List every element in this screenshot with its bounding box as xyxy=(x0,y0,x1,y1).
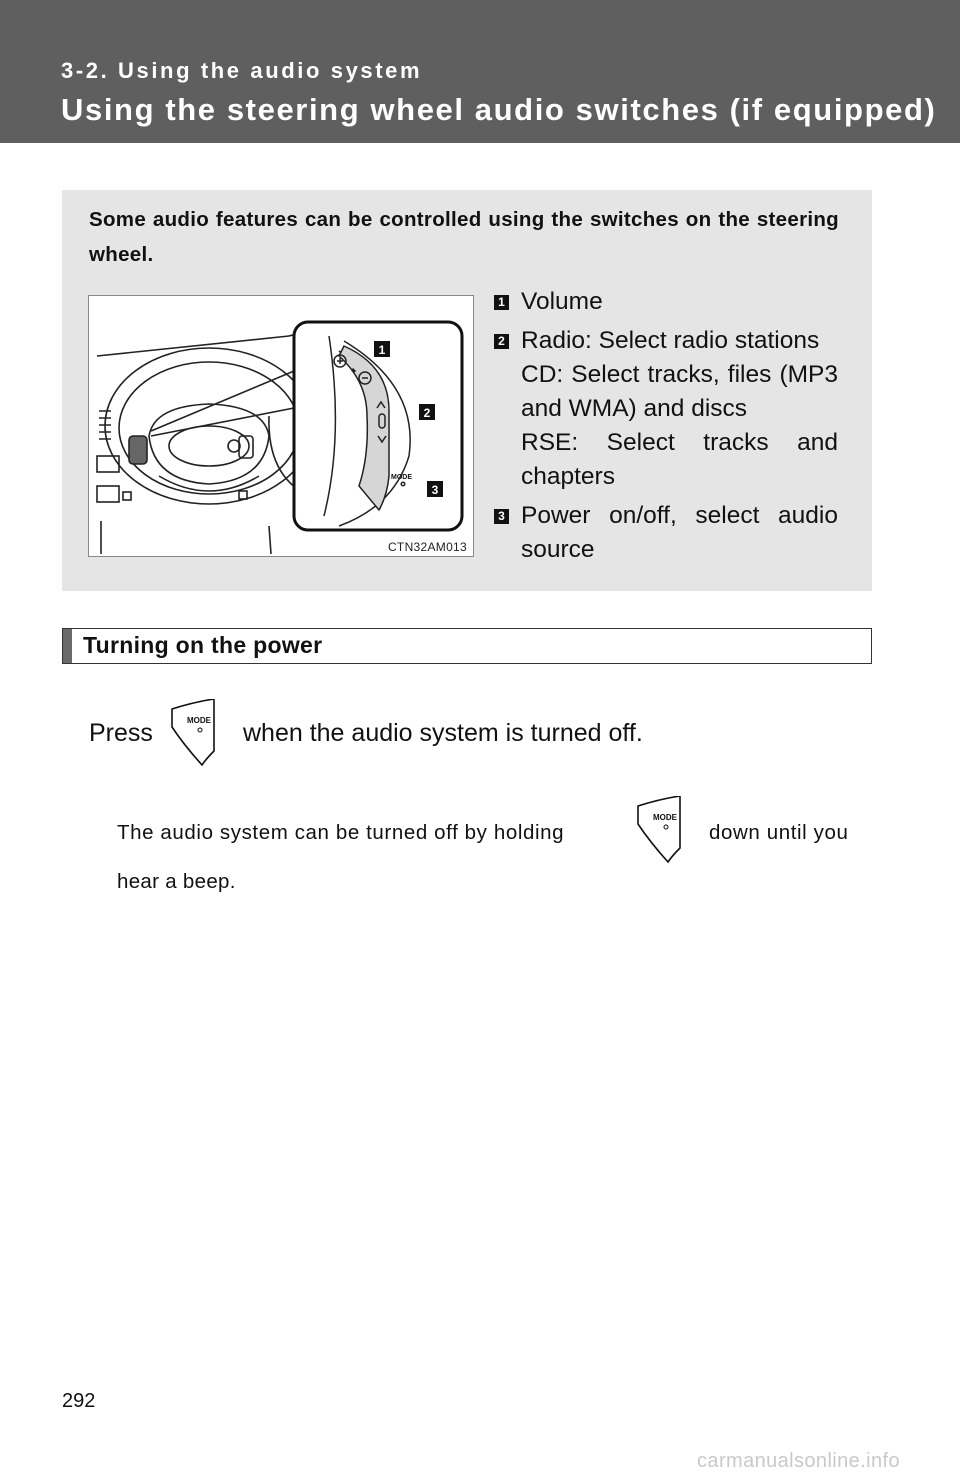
callout-1: 1 xyxy=(378,343,386,357)
page-header xyxy=(0,0,960,143)
mode-icon-small-label: MODE xyxy=(653,813,677,822)
heading-text: Turning on the power xyxy=(83,632,323,658)
steering-wheel-figure xyxy=(88,295,474,557)
callout-3: 3 xyxy=(431,483,439,497)
section-label: 3-2. Using the audio system xyxy=(61,58,423,83)
note-text-line2: hear a beep. xyxy=(117,870,236,893)
legend-text-3: Power on/off, select audio source xyxy=(521,502,838,563)
legend-item-volume xyxy=(493,285,838,319)
steering-wheel-illustration xyxy=(89,296,473,556)
heading-bar xyxy=(63,629,72,663)
legend-badge-1: 1 xyxy=(494,295,509,310)
note-text-after: down until you xyxy=(709,821,849,844)
intro-box xyxy=(62,190,872,591)
inset-mode-label: MODE xyxy=(391,474,412,481)
legend-text-2-cd: CD: Select tracks, files (MP3 and WMA) and discs xyxy=(521,361,838,422)
mode-button-icon-small xyxy=(634,796,684,864)
page-title: Using the steering wheel audio switches (if equipped) xyxy=(61,92,937,127)
legend-badge-3: 3 xyxy=(494,509,509,524)
section-heading xyxy=(62,628,872,664)
press-text-before: Press xyxy=(89,719,153,747)
legend xyxy=(493,285,838,572)
page-number: 292 xyxy=(62,1390,96,1412)
watermark: carmanualsonline.info xyxy=(697,1450,900,1472)
legend-item-power xyxy=(493,499,838,567)
mode-icon-label: MODE xyxy=(187,716,211,725)
figure-code: CTN32AM013 xyxy=(387,540,467,554)
legend-badge-2: 2 xyxy=(494,334,509,349)
legend-item-radio xyxy=(493,324,838,494)
mode-button-icon xyxy=(168,699,218,767)
legend-text-2: Radio: Select radio stations xyxy=(521,327,820,354)
note-text-before: The audio system can be turned off by holding xyxy=(117,821,565,844)
intro-text: Some audio features can be controlled using the switches on the steering wheel. xyxy=(89,208,839,266)
press-text-after: when the audio system is turned off. xyxy=(243,719,643,747)
legend-text-1: Volume xyxy=(521,288,603,315)
legend-text-2-rse: RSE: Select tracks and chapters xyxy=(521,429,838,490)
callout-2: 2 xyxy=(423,406,431,420)
